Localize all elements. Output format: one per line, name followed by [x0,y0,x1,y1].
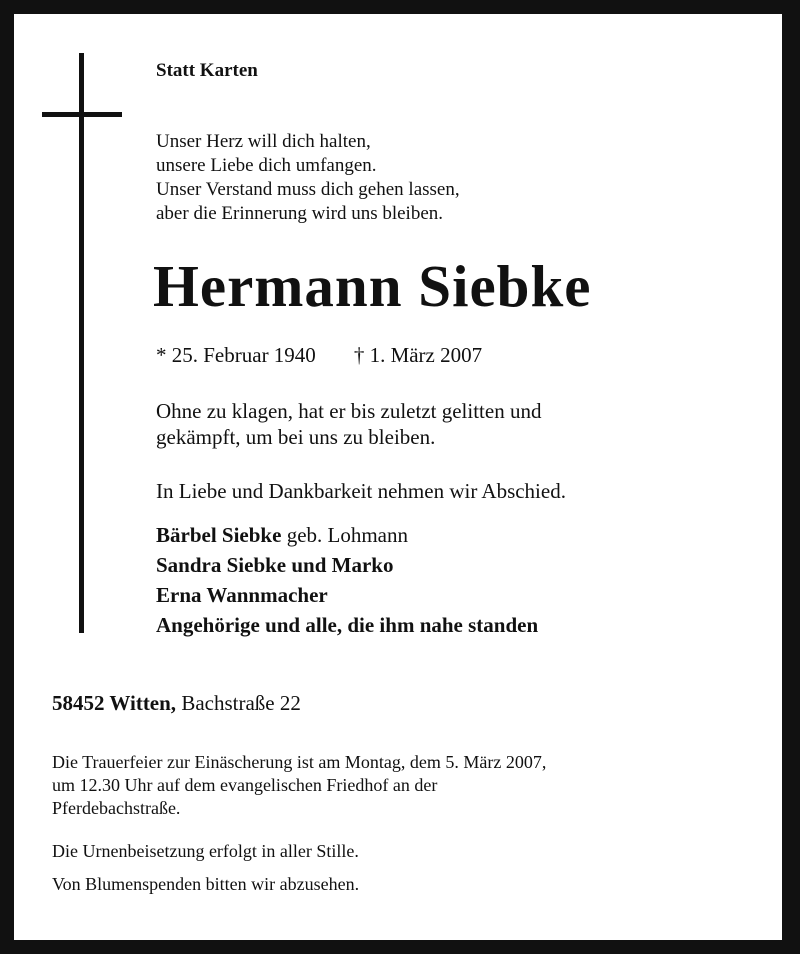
mourner-item: Sandra Siebke und Marko [156,553,394,577]
poem [156,130,460,226]
mourning-address [52,690,301,716]
poem-line: Unser Herz will dich halten, [156,131,371,152]
mourner-maiden-name: geb. Lohmann [281,523,408,547]
poem-line: unsere Liebe dich umfangen. [156,155,377,176]
statt-karten-heading: Statt Karten [156,60,258,81]
urn-notice: Die Urnenbeisetzung erfolgt in aller Stille. [52,841,359,861]
funeral-notice-line: Die Trauerfeier zur Einäscherung ist am Montag, dem 5. März 2007, [52,752,547,772]
funeral-notice-line: um 12.30 Uhr auf dem evangelischen Friedhof an der [52,775,438,795]
mourner-item: Angehörige und alle, die ihm nahe standen [156,613,539,637]
flowers-notice: Von Blumenspenden bitten wir abzusehen. [52,874,360,894]
mourner-name: Bärbel Siebke [156,523,282,547]
death-date: † 1. März 2007 [353,343,483,367]
tribute-line: gekämpft, um bei uns zu bleiben. [156,425,436,449]
cross-icon [79,53,84,633]
deceased-name: Hermann Siebke [153,253,592,319]
cross-icon-crossbar [42,112,122,117]
life-dates [156,341,482,369]
funeral-notice-line: Pferdebachstraße. [52,798,181,818]
farewell-line: In Liebe und Dankbarkeit nehmen wir Abschied. [156,479,566,503]
mourner-item [156,520,538,550]
mourners-list [156,520,538,640]
poem-line: Unser Verstand muss dich gehen lassen, [156,179,460,200]
birth-date: * 25. Februar 1940 [156,343,316,367]
poem-line: aber die Erinnerung wird uns bleiben. [156,203,444,224]
address-city: 58452 Witten, [52,691,177,715]
tribute-message [156,398,541,450]
funeral-notice [52,751,546,820]
mourner-item: Erna Wannmacher [156,583,328,607]
address-street: Bachstraße 22 [176,691,301,715]
tribute-line: Ohne zu klagen, hat er bis zuletzt gelitten und [156,399,542,423]
